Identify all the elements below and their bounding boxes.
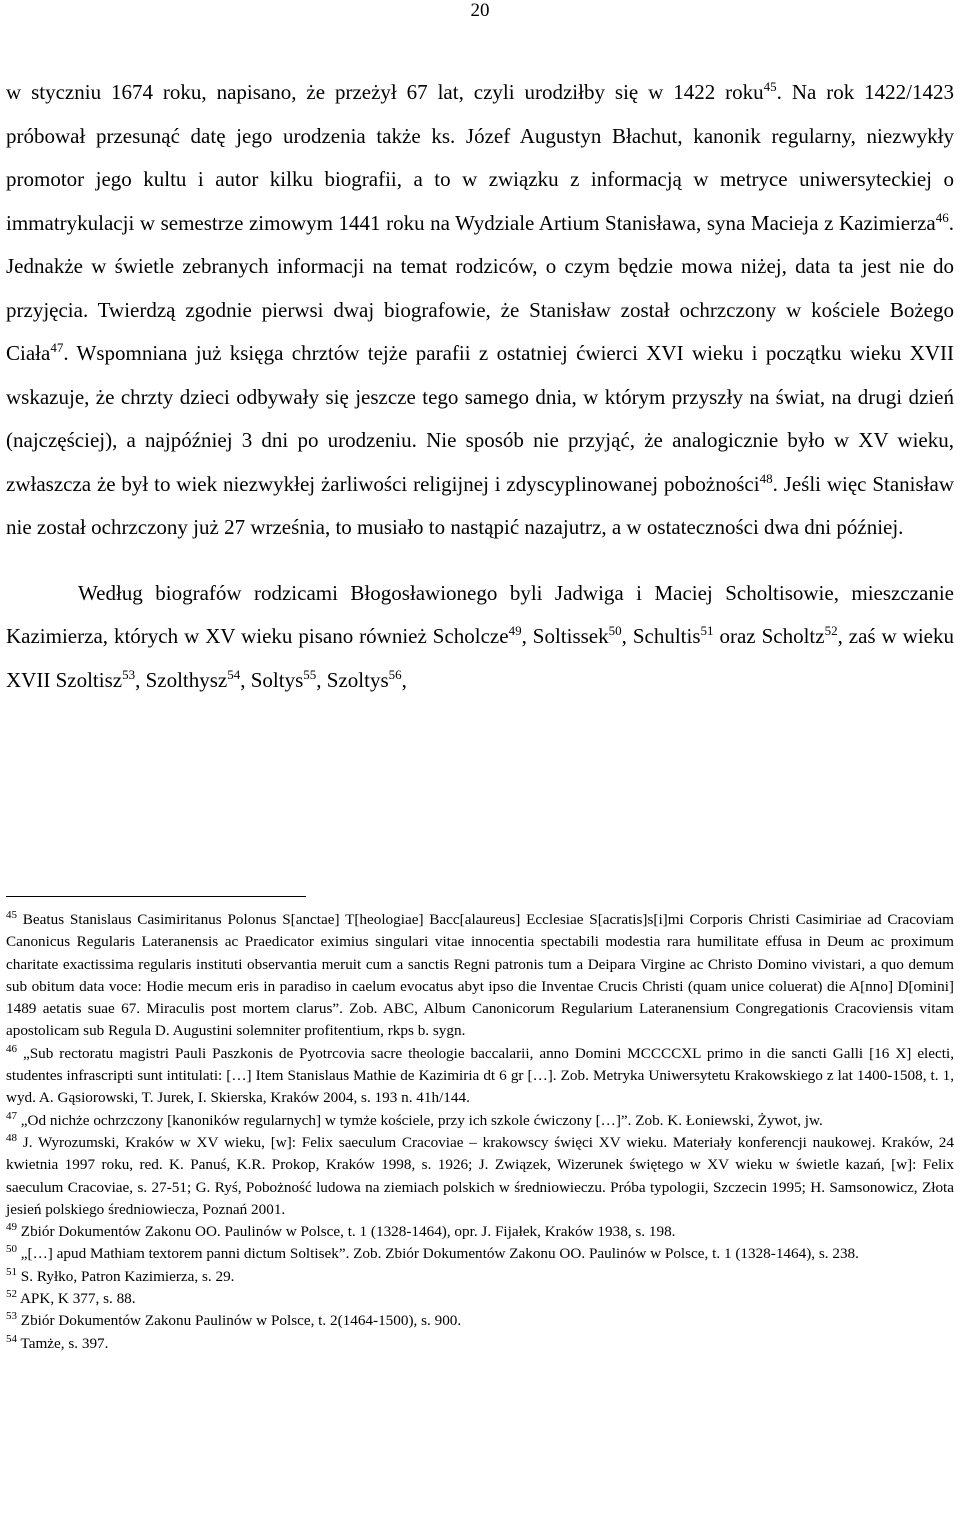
footnote-54 (6, 1333, 954, 1355)
footnote-ref-47: 47 (50, 340, 64, 355)
footnote-text: „[…] apud Mathiam textorem panni dictum Soltisek”. Zob. Zbiór Dokumentów Zakonu OO. Paulinów w Polsce, t. 1 (1328-1464), s. 238. (17, 1245, 859, 1263)
footnote-ref-46: 46 (935, 209, 949, 225)
footnote-ref-52: 52 (824, 623, 838, 638)
footnote-text: „Od nichże ochrzczony [kanoników regularnych] w tymże kościele, przy ich szkole ćwiczony […]”. Zob. K. Łoniewski, Żywot, jw. (17, 1111, 823, 1129)
footnote-ref-53: 53 (122, 666, 136, 682)
footnotes (6, 909, 954, 1355)
footnote-ref-54: 54 (227, 666, 241, 682)
footnote-text: APK, K 377, s. 88. (17, 1290, 136, 1308)
text-run: . Jednakże w świetle zebranych informacji na temat rodziców, o czym będzie mowa niżej, data ta jest nie do przyjęcia. Twierdzą zgodnie pierwsi dwaj biografowie, że Stanisław został ochrzczony w kościele Bożego Ciała (6, 210, 954, 365)
text-run: , (401, 667, 407, 692)
footnote-text: Zbiór Dokumentów Zakonu OO. Paulinów w Polsce, t. 1 (1328-1464), opr. J. Fijałek, Kraków 1938, s. 198. (17, 1223, 676, 1241)
footnote-49 (6, 1221, 954, 1243)
text-run: , Soltys (240, 667, 304, 692)
body-text (6, 71, 954, 702)
text-run: , Szolthysz (135, 667, 228, 692)
footnote-number: 48 (6, 1131, 17, 1144)
text-run: . Wspomniana już księga chrztów tejże parafii z ostatniej ćwierci XVI wieku i początku wieku XVII wskazuje, że chrzty dzieci odbywały się jeszcze tego samego dnia, w którym przyszły na świat, na drugi dzień (najczęściej), a najpóźniej 3 dni po urodzeniu. Nie sposób nie przyjąć, że analogicznie było w XV wieku, zwłaszcza że był to wiek niezwykłej żarliwości religijnej i zdyscyplinowanej pobożności (6, 341, 954, 496)
footnote-ref-49: 49 (508, 623, 522, 638)
text-run: w styczniu 1674 roku, napisano, że przeżył 67 lat, czyli urodziłby się w 1422 roku (6, 80, 764, 104)
footnote-number: 45 (6, 909, 17, 921)
footnote-separator (6, 896, 306, 897)
footnote-number: 53 (6, 1310, 17, 1323)
footnote-number: 52 (6, 1288, 17, 1301)
footnote-number: 51 (6, 1265, 17, 1278)
footnote-number: 46 (6, 1042, 17, 1055)
footnote-53 (6, 1310, 954, 1332)
footnote-text: J. Wyrozumski, Kraków w XV wieku, [w]: Felix saeculum Cracoviae – krakowscy święci XV wieku. Materiały konferencji naukowej. Kraków, 24 kwietnia 1997 roku, red. K. Panuś, K.R. Prokop, Kraków 1998, s. 1926; J. Związek, Wizerunek świętego w XV wieku w świetle kazań, [w]: Felix saeculum Cracoviae, s. 27-51; G. Ryś, Pobożność ludowa na ziemiach polskich w średniowieczu. Próba typologii, Szczecin 1995; H. Samsonowicz, Złota jesień polskiego średniowiecza, Poznań 2001. (6, 1133, 954, 1218)
footnote-51 (6, 1266, 954, 1288)
page-number: 20 (470, 0, 490, 21)
footnote-text: Beatus Stanislaus Casimiritanus Polonus S[anctae] T[heologiae] Bacc[alaureus] Ecclesiae S[acratis]s[i]mi Corporis Christi Casimiriae ad Cracoviam Canonicus Regularis Lateranensis ac Praedicator eximius singulari vitae innocentia spectabili modestia rara humilitate effusa in Deum ac proximum charitate exactissima regularis instituti observantia meruit cum a sanctis Regni patronis tum a Deipara Virgine ac Christo Domino vivistari, a quo demum sub obitum data voce: Hodie mecum eris in paradiso in caelum evocatus abyt ipso die Inventae Crucis Christi (quam unice coluerat) die A[nno] D[omini] 1489 aetatis suae 67. Miraculis post mortem clarus”. Zob. ABC, Album Canonicorum Regularium Lateranensium Congregationis Cracoviensis vitam apostolicam sub Regula D. Augustini solemniter profitentium, rkps b. sygn. (6, 911, 954, 1040)
footnote-ref-50: 50 (608, 623, 622, 638)
text-run: oraz Scholtz (713, 624, 825, 648)
paragraph-2 (6, 572, 954, 703)
footnote-48 (6, 1132, 954, 1221)
text-run: . Na rok 1422/1423 próbował przesunąć datę jego urodzenia także ks. Józef Augustyn Błachut, kanonik regularny, niezwykły promotor jego kultu i autor kilku biografii, a to w związku z informacją w metryce uniwersyteckiej o immatrykulacji w semestrze zimowym 1441 roku na Wydziale Artium Stanisława, syna Macieja z Kazimierza (6, 80, 954, 235)
footnote-text: „Sub rectoratu magistri Pauli Paszkonis de Pyotrcovia sacre theologie baccalarii, anno Domini MCCCCXL primo in die sancti Galli [16 X] electi, studentes infrascripti sunt intitulati: […] Item Stanislaus Mathie de Kazimiria dt 6 gr […]. Zob. Metryka Uniwersytetu Krakowskiego z lat 1400-1508, t. 1, wyd. A. Gąsiorowski, T. Jurek, I. Skierska, Kraków 2004, s. 193 n. 41h/144. (6, 1044, 954, 1107)
paragraph-1 (6, 71, 954, 550)
footnote-text: Zbiór Dokumentów Zakonu Paulinów w Polsce, t. 2(1464-1500), s. 900. (17, 1312, 462, 1330)
footnote-50 (6, 1243, 954, 1265)
footnote-ref-51: 51 (700, 623, 714, 638)
footnote-ref-55: 55 (303, 666, 317, 682)
footnote-ref-48: 48 (759, 470, 773, 486)
footnote-number: 50 (6, 1243, 17, 1256)
footnote-text: Tamże, s. 397. (17, 1334, 109, 1352)
text-run: , zaś w wieku XVII Szoltisz (6, 624, 954, 692)
footnote-number: 54 (6, 1332, 17, 1345)
footnote-52 (6, 1288, 954, 1310)
text-run: Według biografów rodzicami Błogosławionego byli Jadwiga i Maciej Scholtisowie, mieszczanie Kazimierza, których w XV wieku pisano również Scholcze (6, 580, 954, 648)
footnote-46 (6, 1043, 954, 1110)
text-run: , Schultis (621, 624, 701, 648)
footnote-number: 49 (6, 1221, 17, 1234)
footnote-47 (6, 1110, 954, 1132)
footnote-45 (6, 909, 954, 1043)
text-run: . Jeśli więc Stanisław nie został ochrzczony już 27 września, to musiało to nastąpić nazajutrz, a w ostateczności dwa dni później. (6, 471, 954, 539)
footnote-ref-56: 56 (388, 666, 402, 682)
text-run: , Szoltys (316, 667, 389, 692)
footnote-text: S. Ryłko, Patron Kazimierza, s. 29. (17, 1267, 235, 1285)
text-run: , Soltissek (521, 624, 609, 648)
footnote-ref-45: 45 (763, 79, 777, 94)
footnote-number: 47 (6, 1109, 17, 1122)
